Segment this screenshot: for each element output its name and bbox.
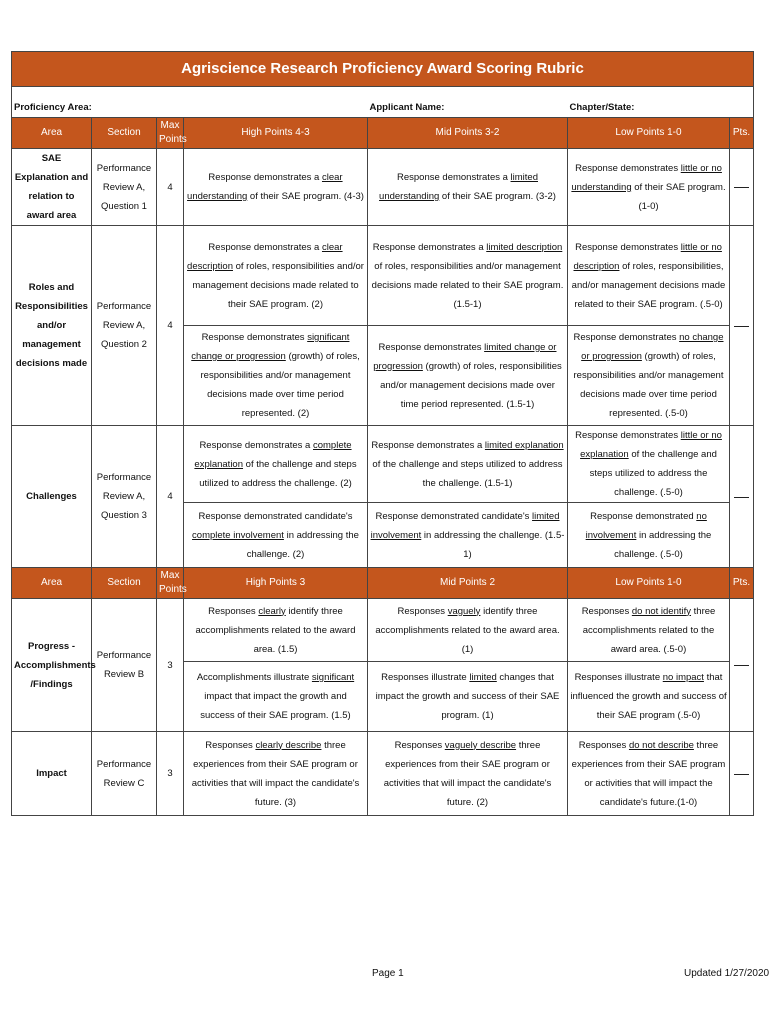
section-cell: Performance Review A, Question 2	[92, 226, 157, 426]
header-area: Area	[12, 568, 92, 599]
applicant-name-label: Applicant Name:	[368, 87, 568, 118]
header-low-points: Low Points 1-0	[568, 118, 730, 149]
criteria-text: impact that impact the growth and success of their SAE program. (1.5)	[200, 691, 351, 721]
criteria-text: Responses	[581, 605, 632, 617]
criteria-text: in addressing the challenge. (.5-0)	[614, 529, 712, 560]
header-pts: Pts.	[730, 568, 754, 599]
score-blank[interactable]	[730, 599, 754, 732]
criteria-text: Response demonstrates	[201, 332, 308, 343]
emphasis-text: little or no description	[573, 241, 722, 272]
criteria-text: Response demonstrates a	[397, 172, 511, 183]
criteria-text: Response demonstrated candidate's	[198, 510, 353, 522]
emphasis-text: little or no explanation	[580, 430, 722, 460]
chapter-state-label: Chapter/State:	[568, 87, 754, 118]
criteria-text: of their SAE program. (3-2)	[439, 191, 556, 202]
table-row	[12, 226, 754, 326]
max-points-cell: 4	[157, 426, 184, 568]
low-cell	[568, 503, 730, 568]
criteria-text: Responses	[208, 605, 259, 617]
mid-cell	[368, 149, 568, 226]
area-cell: SAE Explanation and relation to award area	[12, 149, 92, 226]
emphasis-text: limited	[469, 672, 497, 683]
section-cell: Performance Review A, Question 1	[92, 149, 157, 226]
high-cell	[184, 426, 368, 503]
rubric-sheet	[11, 51, 753, 816]
criteria-text: of roles, responsibilities and/or management decisions made related to their SAE program. (1.5-1)	[371, 260, 564, 310]
proficiency-area-label: Proficiency Area:	[12, 87, 368, 118]
emphasis-text: do not describe	[628, 739, 694, 751]
section-cell: Performance Review C	[92, 732, 157, 816]
emphasis-text: limited change or progression	[373, 341, 557, 372]
emphasis-text: limited understanding	[379, 172, 538, 202]
score-blank[interactable]	[730, 149, 754, 226]
criteria-text: Responses	[397, 605, 448, 617]
table-row	[12, 426, 754, 503]
page-number: Page 1	[372, 968, 404, 979]
area-cell: Progress - Accomplishments /Findings	[12, 599, 92, 732]
emphasis-text: no impact	[662, 672, 704, 683]
criteria-text: Response demonstrates a	[208, 172, 322, 183]
score-blank[interactable]	[730, 732, 754, 816]
table-row	[12, 149, 754, 226]
criteria-text: that influenced the growth and success of their SAE program (.5-0)	[570, 672, 727, 721]
table-row	[12, 599, 754, 662]
emphasis-text: clearly describe	[255, 739, 322, 751]
criteria-text: of their SAE program. (4-3)	[247, 191, 364, 202]
criteria-text: three accomplishments related to the award area. (.5-0)	[582, 605, 716, 655]
criteria-text: Response demonstrates	[573, 332, 680, 343]
mid-cell	[368, 503, 568, 568]
emphasis-text: significant	[311, 672, 355, 683]
criteria-text: in addressing the challenge. (2)	[246, 529, 359, 560]
high-cell	[184, 149, 368, 226]
low-cell	[568, 599, 730, 662]
criteria-text: Responses illustrate	[574, 672, 663, 683]
low-cell	[568, 732, 730, 816]
high-cell	[184, 503, 368, 568]
mid-cell	[368, 426, 568, 503]
low-cell	[568, 326, 730, 426]
emphasis-text: do not identify	[631, 605, 692, 617]
mid-cell	[368, 326, 568, 426]
emphasis-text: no involvement	[585, 510, 707, 541]
criteria-text: Response demonstrated	[590, 510, 697, 522]
rubric-table	[11, 51, 754, 816]
emphasis-text: clear understanding	[187, 172, 343, 202]
section-cell: Performance Review B	[92, 599, 157, 732]
high-cell	[184, 326, 368, 426]
emphasis-text: vaguely	[447, 605, 481, 617]
high-cell	[184, 662, 368, 732]
header-section: Section	[92, 568, 157, 599]
criteria-text: changes that impact the growth and success of their SAE program. (1)	[375, 672, 560, 721]
emphasis-text: limited description	[486, 241, 563, 253]
area-cell: Impact	[12, 732, 92, 816]
section-cell: Performance Review A, Question 3	[92, 426, 157, 568]
criteria-text: Response demonstrates a	[208, 241, 322, 253]
criteria-text: of the challenge and steps utilized to address the challenge. (2)	[199, 458, 357, 489]
area-cell: Roles and Responsibilities and/or management decisions made	[12, 226, 92, 426]
header-row	[12, 118, 754, 149]
area-cell: Challenges	[12, 426, 92, 568]
criteria-text: in addressing the challenge. (1.5-1)	[421, 529, 565, 560]
low-cell	[568, 426, 730, 503]
low-cell	[568, 662, 730, 732]
criteria-text: Responses illustrate	[381, 672, 470, 683]
criteria-text: three experiences from their SAE program or activities that will impact the candidate's future.(1-0)	[571, 739, 726, 808]
criteria-text: of the challenge and steps utilized to address the challenge. (.5-0)	[589, 449, 717, 498]
mid-cell	[368, 226, 568, 326]
emphasis-text: significant change or progression	[191, 332, 350, 362]
emphasis-text: little or no understanding	[571, 162, 722, 193]
emphasis-text: vaguely describe	[444, 739, 517, 751]
header-max-points: Max Points	[157, 568, 184, 599]
criteria-text: of the challenge and steps utilized to address the challenge. (1.5-1)	[372, 458, 563, 489]
emphasis-text: no change or progression	[581, 332, 724, 362]
criteria-text: of roles, responsibilities, and/or management decisions made related to their SAE program. (.5-0)	[571, 260, 726, 310]
criteria-text: Response demonstrates	[575, 162, 681, 174]
rubric-title: Agriscience Research Proficiency Award Scoring Rubric	[12, 52, 754, 87]
emphasis-text: clearly	[258, 605, 286, 617]
header-max-points: Max Points	[157, 118, 184, 149]
header-mid-points: Mid Points 3-2	[368, 118, 568, 149]
criteria-text: Response demonstrates a	[371, 439, 485, 451]
mid-cell	[368, 732, 568, 816]
mid-cell	[368, 662, 568, 732]
emphasis-text: limited involvement	[370, 510, 560, 541]
header-low-points: Low Points 1-0	[568, 568, 730, 599]
header-area: Area	[12, 118, 92, 149]
criteria-text: Response demonstrates a	[199, 439, 313, 451]
criteria-text: Responses	[394, 739, 445, 751]
max-points-cell: 3	[157, 599, 184, 732]
header-section: Section	[92, 118, 157, 149]
criteria-text: Accomplishments illustrate	[196, 672, 312, 683]
low-cell	[568, 226, 730, 326]
criteria-text: identify three accomplishments related to the award area. (1.5)	[195, 605, 356, 655]
emphasis-text: clear description	[187, 241, 343, 272]
table-row	[12, 732, 754, 816]
max-points-cell: 3	[157, 732, 184, 816]
header-row	[12, 568, 754, 599]
score-blank[interactable]	[730, 426, 754, 568]
emphasis-text: complete explanation	[194, 439, 352, 470]
header-high-points: High Points 4-3	[184, 118, 368, 149]
high-cell	[184, 732, 368, 816]
criteria-text: three experiences from their SAE program or activities that will impact the candidate's future. (3)	[191, 739, 360, 808]
high-cell	[184, 226, 368, 326]
criteria-text: Response demonstrates	[378, 341, 485, 353]
criteria-text: Response demonstrates	[575, 430, 681, 441]
header-mid-points: Mid Points 2	[368, 568, 568, 599]
low-cell	[568, 149, 730, 226]
emphasis-text: complete involvement	[192, 529, 284, 541]
high-cell	[184, 599, 368, 662]
criteria-text: (growth) of roles, responsibilities and/or management decisions made over time period represented. (1.5-1)	[380, 360, 562, 410]
max-points-cell: 4	[157, 226, 184, 426]
header-pts: Pts.	[730, 118, 754, 149]
criteria-text: Response demonstrates a	[372, 241, 487, 253]
criteria-text: Responses	[205, 739, 256, 751]
criteria-text: Responses	[578, 739, 629, 751]
criteria-text: identify three accomplishments related to the award area. (1)	[375, 605, 560, 655]
max-points-cell: 4	[157, 149, 184, 226]
score-blank[interactable]	[730, 226, 754, 426]
criteria-text: Response demonstrates	[575, 241, 681, 253]
header-high-points: High Points 3	[184, 568, 368, 599]
criteria-text: three experiences from their SAE program or activities that will impact the candidate's future. (2)	[383, 739, 552, 808]
criteria-text: of their SAE program. (1-0)	[631, 181, 726, 212]
criteria-text: (growth) of roles, responsibilities and/or management decisions made over time period represented. (.5-0)	[573, 351, 724, 419]
emphasis-text: limited explanation	[484, 439, 564, 451]
criteria-text: (growth) of roles, responsibilities and/or management decisions made over time period represented. (2)	[200, 351, 360, 419]
criteria-text: Response demonstrated candidate's	[375, 510, 533, 522]
mid-cell	[368, 599, 568, 662]
criteria-text: of roles, responsibilities and/or management decisions made related to their SAE program. (2)	[192, 260, 364, 310]
updated-date: Updated 1/27/2020	[684, 968, 770, 979]
